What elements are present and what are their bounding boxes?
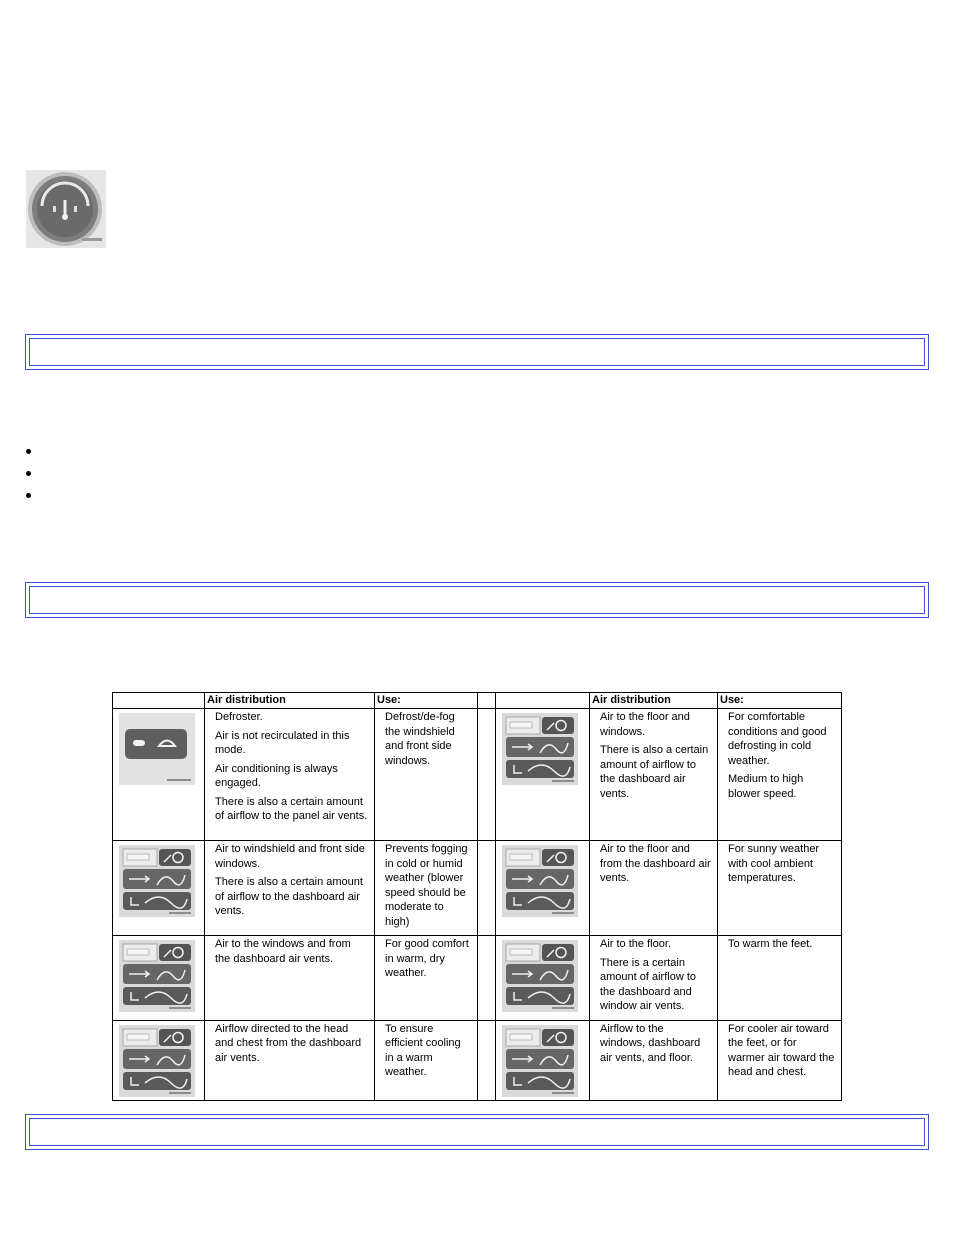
air-distribution-text: Air to the floor. [600,938,671,950]
air-distribution-text: Airflow directed to the head and chest from the dashboard air vents. [215,1022,362,1064]
table-header-row [113,693,842,709]
section-header-bar [25,582,929,618]
header-air-distribution: Air distribution [590,693,718,709]
use-cell [375,841,478,936]
header-blank [113,693,205,709]
control-panel-image-cell [496,709,590,841]
table-separator-cell [478,709,496,841]
header-use: Use: [375,693,478,709]
use-cell [718,841,842,936]
bullet-list [18,443,38,509]
air-distribution-text: There is also a certain amount of airflow to the dashboard air vents. [215,876,363,917]
control-panel-image-cell [113,709,205,841]
air-distribution-text: Airflow to the windows, dashboard air vents, and floor. [600,1022,701,1064]
table-row [113,841,842,936]
air-distribution-text: Air to the floor and windows. [600,711,690,738]
use-text: Medium to high blower speed. [728,773,804,800]
use-cell [718,1020,842,1100]
header-use: Use: [718,693,842,709]
air-distribution-cell [590,936,718,1021]
table-separator-cell [478,841,496,936]
air-distribution-text: There is a certain amount of airflow to the dashboard and window air vents. [600,956,696,1012]
air-distribution-cell [590,709,718,841]
control-panel-image-cell [113,841,205,936]
air-distribution-table [112,692,842,1101]
use-text: For cooler air toward the feet, or for warmer air toward the head and chest. [728,1022,835,1078]
table-row [113,936,842,1021]
section-header-bar [25,1114,929,1150]
windshield-side-panel-icon [119,845,195,917]
table-separator-cell [478,1020,496,1100]
table-row [113,1020,842,1100]
air-distribution-text: Air to the windows and from the dashboard air vents. [215,938,351,965]
floor-windows-panel-icon [502,713,578,785]
air-distribution-cell [205,709,375,841]
air-distribution-cell [590,841,718,936]
air-distribution-text: Air is not recirculated in this mode. [215,729,350,756]
head-chest-panel-icon [119,1025,195,1097]
use-cell [375,1020,478,1100]
use-text: For good comfort in warm, dry weather. [385,938,469,979]
table-separator-cell [478,936,496,1021]
floor-dashboard-panel-icon [502,845,578,917]
control-panel-image-cell [496,841,590,936]
air-distribution-cell [205,1020,375,1100]
air-distribution-cell [205,936,375,1021]
use-text: To ensure efficient cooling in a warm weather. [385,1022,461,1078]
use-text: Prevents fogging in cold or humid weather (blower speed should be moderate to high) [385,843,468,928]
air-distribution-cell [205,841,375,936]
control-panel-image-cell [496,936,590,1021]
list-item [18,443,38,465]
section-header-bar [25,334,929,370]
header-blank [496,693,590,709]
temperature-knob-icon [26,170,106,248]
air-distribution-text: Air conditioning is always engaged. [215,762,338,789]
table-row [113,709,842,841]
air-distribution-text: Air to windshield and front side windows. [215,843,365,870]
control-panel-image-cell [113,1020,205,1100]
use-cell [375,936,478,1021]
list-item [18,487,38,509]
header-separator [478,693,496,709]
temperature-knob-image [26,170,106,248]
use-text: Defrost/de-fog the windshield and front side windows. [385,711,455,767]
header-air-distribution: Air distribution [205,693,375,709]
defroster-panel-icon [119,713,195,785]
use-text: To warm the feet. [728,938,813,950]
windows-dashboard-floor-panel-icon [502,1025,578,1097]
air-distribution-text: There is also a certain amount of airflow to the dashboard air vents. [600,744,709,800]
air-distribution-text: There is also a certain amount of airflow to the panel air vents. [215,795,368,822]
control-panel-image-cell [496,1020,590,1100]
use-cell [375,709,478,841]
windows-dashboard-panel-icon [119,940,195,1012]
air-distribution-cell [590,1020,718,1100]
use-cell [718,936,842,1021]
list-item [18,465,38,487]
air-distribution-text: Defroster. [215,711,263,723]
air-distribution-text: Air to the floor and from the dashboard air vents. [600,843,711,884]
use-text: For sunny weather with cool ambient temperatures. [728,843,820,884]
floor-panel-icon [502,940,578,1012]
use-text: For comfortable conditions and good defrosting in cold weather. [728,711,827,767]
use-cell [718,709,842,841]
control-panel-image-cell [113,936,205,1021]
